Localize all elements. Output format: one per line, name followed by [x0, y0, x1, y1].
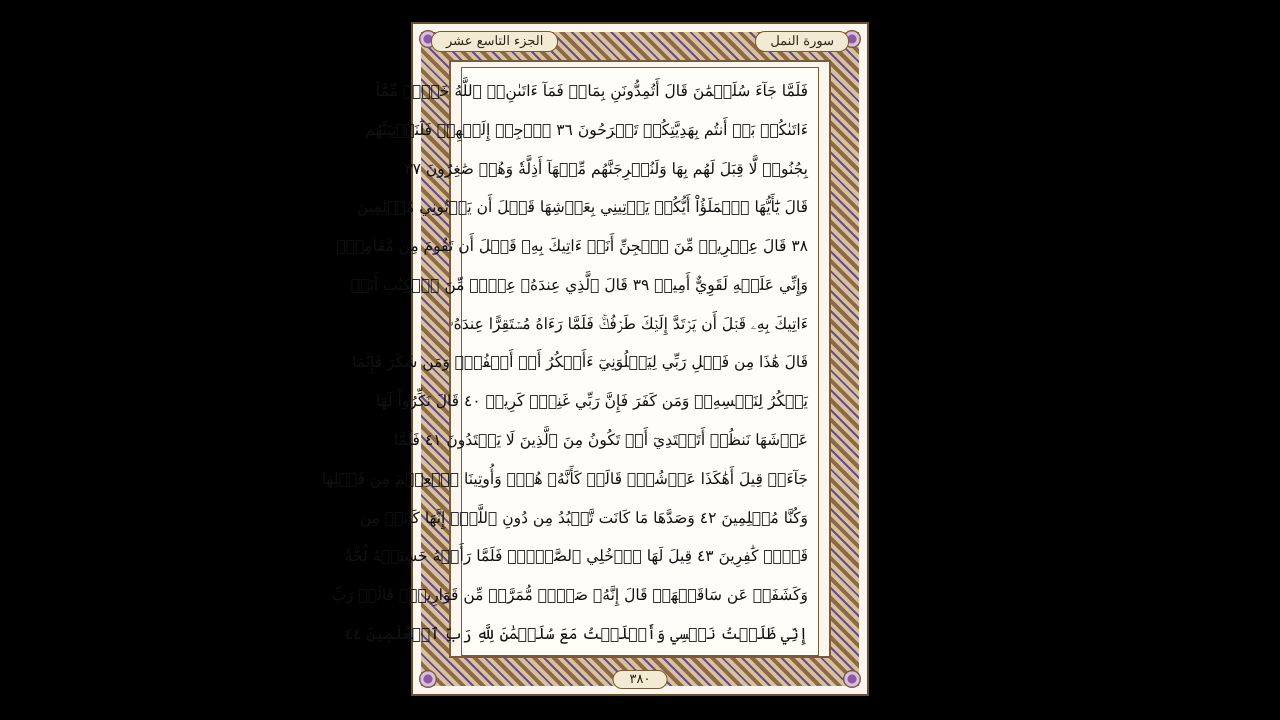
verse-text-area — [321, 67, 819, 656]
corner-ornament-icon — [843, 670, 861, 688]
verse-line: وَإِنِّي عَلَيۡهِ لَقَوِيٌّ أَمِينٞ ٣٩ قَالَ ٱلَّذِي عِندَهُۥ عِلۡمٞ مِّنَ ٱلۡكِتَٰبِ أَنَا۠ — [350, 275, 808, 294]
quran-page — [321, 22, 869, 696]
verse-line: بِجُنُودٖ لَّا قِبَلَ لَهُم بِهَا وَلَنُخۡرِجَنَّهُم مِّنۡهَآ أَذِلَّةٗ وَهُمۡ صَٰغِرُونَ ٣٧ — [404, 159, 808, 178]
verse-line: وَكُنَّا مُسۡلِمِينَ ٤٢ وَصَدَّهَا مَا كَانَت تَّعۡبُدُ مِن دُونِ ٱللَّهِۖ إِنَّهَا كَانَتۡ مِن — [359, 508, 808, 527]
page-number: ٣٨٠ — [613, 670, 668, 689]
verse-line: قَالَ يَٰٓأَيُّهَا ٱلۡمَلَؤُاْ أَيُّكُمۡ يَأۡتِينِي بِعَرۡشِهَا قَبۡلَ أَن يَأۡتُونِي مُسۡلِمِينَ — [356, 198, 808, 217]
verse-line: قَالَ هَٰذَا مِن فَضۡلِ رَبِّي لِيَبۡلُوَنِيٓ ءَأَشۡكُرُ أَمۡ أَكۡفُرُۖ وَمَن شَكَرَ فَإِنَّمَا — [352, 353, 808, 372]
verse-line: يَشۡكُرُ لِنَفۡسِهِۦۖ وَمَن كَفَرَ فَإِنَّ رَبِّي غَنِيّٞ كَرِيمٞ ٤٠ قَالَ نَكِّرُواْ لَهَا — [376, 392, 808, 411]
verse-line: فَلَمَّا جَآءَ سُلَيۡمَٰنَ قَالَ أَتُمِدُّونَنِ بِمَالٖ فَمَآ ءَاتَىٰنِۦَ ٱللَّهُ خَيۡرٞ مِّمَّآ — [375, 82, 808, 100]
corner-ornament-icon — [419, 670, 437, 688]
verse-line: ءَاتِيكَ بِهِۦ قَبۡلَ أَن يَرۡتَدَّ إِلَيۡكَ طَرۡفُكَۚ فَلَمَّا رَءَاهُ مُسۡتَقِرًّا عِندَهُۥ — [449, 314, 808, 333]
verse-line: وَكَشَفَتۡ عَن سَاقَيۡهَاۚ قَالَ إِنَّهُۥ صَرۡحٞ مُّمَرَّدٞ مِّن قَوَارِيرَۗ قَالَتۡ رَبِّ — [331, 586, 808, 605]
verse-line: جَآءَتۡ قِيلَ أَهَٰكَذَا عَرۡشُكِۖ قَالَتۡ كَأَنَّهُۥ هُوَۚ وَأُوتِينَا ٱلۡعِلۡمَ مِن قَبۡلِهَا — [321, 469, 808, 488]
verse-line: إِنِّي ظَلَمۡتُ نَفۡسِي وَأَسۡلَمۡتُ مَعَ سُلَيۡمَٰنَ لِلَّهِ رَبِّ ٱلۡعَٰلَمِينَ ٤٤ — [344, 624, 808, 643]
verse-line: ٣٨ قَالَ عِفۡرِيتٞ مِّنَ ٱلۡجِنِّ أَنَا۠ ءَاتِيكَ بِهِۦ قَبۡلَ أَن تَقُومَ مِن مَّقَامِكَۖ — [336, 237, 808, 256]
verse-line: عَرۡشَهَا نَنظُرۡ أَتَهۡتَدِيٓ أَمۡ تَكُونُ مِنَ ٱلَّذِينَ لَا يَهۡتَدُونَ ٤١ فَلَمَّا — [393, 431, 808, 450]
verse-line: ءَاتَىٰكُمۚ بَلۡ أَنتُم بِهَدِيَّتِكُمۡ تَفۡرَحُونَ ٣٦ ٱرۡجِعۡ إِلَيۡهِمۡ فَلَنَأۡتِيَنَّهُم — [365, 120, 808, 139]
verse-line: قَوۡمٖ كَٰفِرِينَ ٤٣ قِيلَ لَهَا ٱدۡخُلِي ٱلصَّرۡحَۖ فَلَمَّا رَأَتۡهُ حَسِبَتۡهُ لُجَّةٗ — [344, 547, 808, 566]
surah-label: سورة النمل — [755, 31, 849, 52]
juz-label: الجزء التاسع عشر — [431, 31, 558, 52]
page-header — [421, 26, 859, 56]
